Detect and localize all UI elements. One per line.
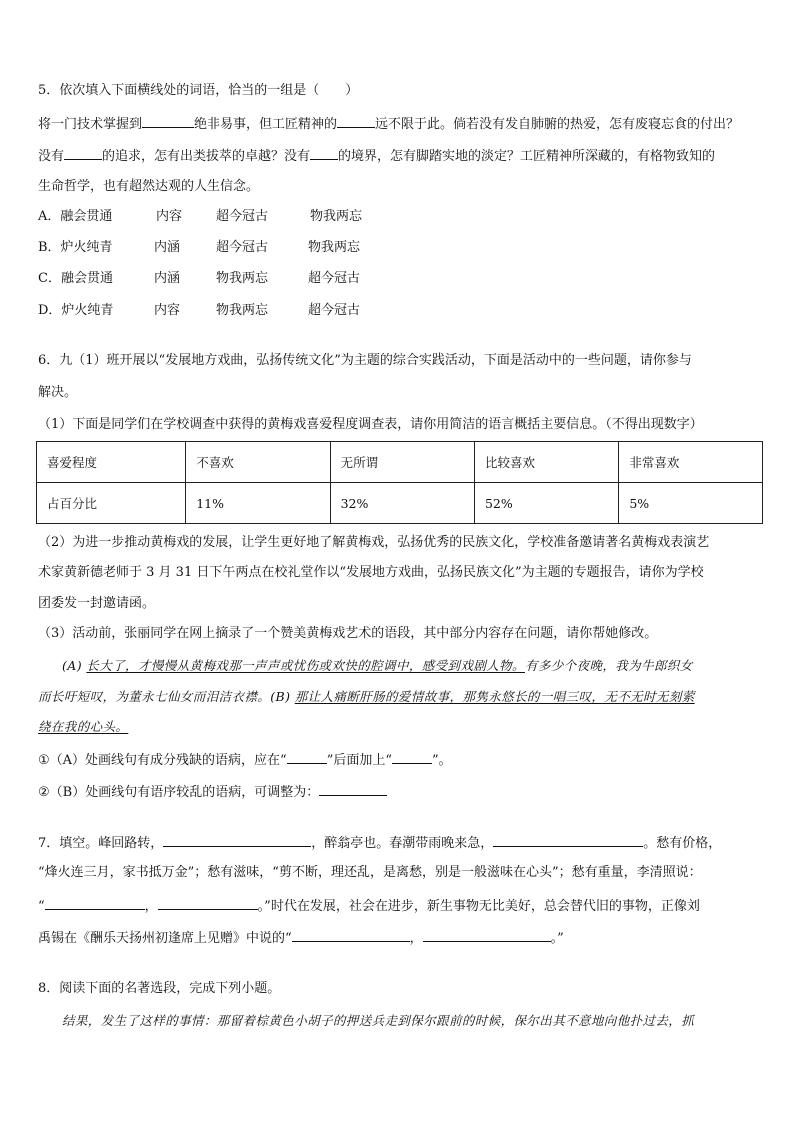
quoted-paragraph-line3: 绕在我的心头。 [38, 719, 129, 734]
blank [64, 146, 102, 160]
q7-line2: “烽火连三月，家书抵万金”；愁有滋味，“剪不断，理还乱，是离愁，别是一般滋味在心头”；愁有重量，李清照说： [38, 865, 702, 880]
q7-line4: 禹锡在《酬乐天扬州初逢席上见赠》中说的“ ， 。” [38, 928, 564, 948]
table-row [37, 442, 763, 483]
q5-passage-line2: 没有 的追求，怎有出类拔萃的卓越？没有 的境界，怎有脚踏实地的淡定？工匠精神所深藏的，有格物致知的 [38, 146, 715, 166]
q6-sub3-question2: ②（B）处画线句有语序较乱的语病，可调整为： [38, 782, 387, 802]
quoted-paragraph-line1: (A) 长大了，才慢慢从黄梅戏那一声声或忧伤或欢快的腔调中，感受到戏剧人物。有多少个夜晚，我为牛郎织女 [62, 658, 693, 673]
blank [392, 750, 432, 764]
q6-sub2-line3: 团委发一封邀请函。 [38, 596, 156, 611]
table-cell: 喜爱程度 [37, 442, 186, 483]
q6-stem-line2: 解决。 [38, 385, 78, 400]
q6-sub2-line2: 术家黄新德老师于 3 月 31 日下午两点在校礼堂作以“发展地方戏曲，弘扬民族文化”为主题的专题报告，请你为学校 [38, 565, 704, 580]
q8-passage: 结果，发生了这样的事情：那留着棕黄色小胡子的押送兵走到保尔跟前的时候，保尔出其不意地向他扑过去，抓 [62, 1013, 695, 1028]
q5-option-c: C．融会贯通 内涵 物我两忘 超今冠古 [38, 271, 361, 286]
table-cell: 占百分比 [37, 483, 186, 524]
table-cell: 5% [619, 483, 763, 524]
blank [287, 750, 327, 764]
blank [158, 896, 258, 910]
table-cell: 11% [186, 483, 330, 524]
q5-passage-line3: 生命哲学，也有超然达观的人生信念。 [38, 179, 260, 194]
blank [45, 896, 145, 910]
q5-stem: 5．依次填入下面横线处的词语，恰当的一组是（ ） [38, 83, 359, 98]
blank [292, 928, 410, 942]
q6-sub3-question1: ①（A）处画线句有成分残缺的语病，应在“ ”后面加上“ ”。 [38, 750, 452, 770]
survey-table [36, 441, 763, 524]
q5-option-b: B．炉火纯青 内涵 超今冠古 物我两忘 [38, 240, 361, 255]
q6-stem-line1: 6．九（1）班开展以“发展地方戏曲，弘扬传统文化”为主题的综合实践活动，下面是活动中的一些问题，请你参与 [38, 353, 692, 368]
blank [319, 782, 387, 796]
table-cell: 比较喜欢 [474, 442, 618, 483]
blank [493, 833, 643, 847]
q6-sub2-line1: （2）为进一步推动黄梅戏的发展，让学生更好地了解黄梅戏，弘扬优秀的民族文化，学校准备邀请著名黄梅戏表演艺 [38, 535, 710, 550]
q5-option-d: D．炉火纯青 内容 物我两忘 超今冠古 [38, 303, 361, 318]
table-cell: 不喜欢 [186, 442, 330, 483]
blank [163, 833, 311, 847]
quoted-paragraph-line2: 而长吁短叹，为董永七仙女而泪洁衣襟。(B) 那让人痛断肝肠的爱情故事，那隽永悠长的一唱三叹，无不无时无刻萦 [38, 689, 695, 704]
blank [337, 114, 375, 128]
blank [423, 928, 551, 942]
q8-stem: 8．阅读下面的名著选段，完成下列小题。 [38, 981, 281, 996]
blank [310, 146, 338, 160]
q7-line3: “ ， 。”时代在发展，社会在进步，新生事物无比美好，总会替代旧的事物，正像刘 [38, 896, 700, 916]
q6-sub3: （3）活动前，张丽同学在网上摘录了一个赞美黄梅戏艺术的语段，其中部分内容存在问题，请你帮她修改。 [38, 626, 658, 641]
table-cell: 32% [330, 483, 474, 524]
table-row [37, 483, 763, 524]
table-cell: 无所谓 [330, 442, 474, 483]
blank [142, 114, 194, 128]
q7-line1: 7．填空。峰回路转， ，醉翁亭也。春潮带雨晚来急， 。愁有价格， [38, 833, 721, 853]
q5-passage-line1: 将一门技术掌握到 绝非易事，但工匠精神的 远不限于此。倘若没有发自肺腑的热爱，怎有废寝忘食的付出？ [38, 114, 739, 134]
table-cell: 非常喜欢 [619, 442, 763, 483]
q6-sub1: （1）下面是同学们在学校调查中获得的黄梅戏喜爱程度调查表，请你用简洁的语言概括主要信息。（不得出现数字） [38, 417, 703, 432]
table-cell: 52% [474, 483, 618, 524]
q5-option-a: A．融会贯通 内容 超今冠古 物我两忘 [38, 209, 363, 224]
